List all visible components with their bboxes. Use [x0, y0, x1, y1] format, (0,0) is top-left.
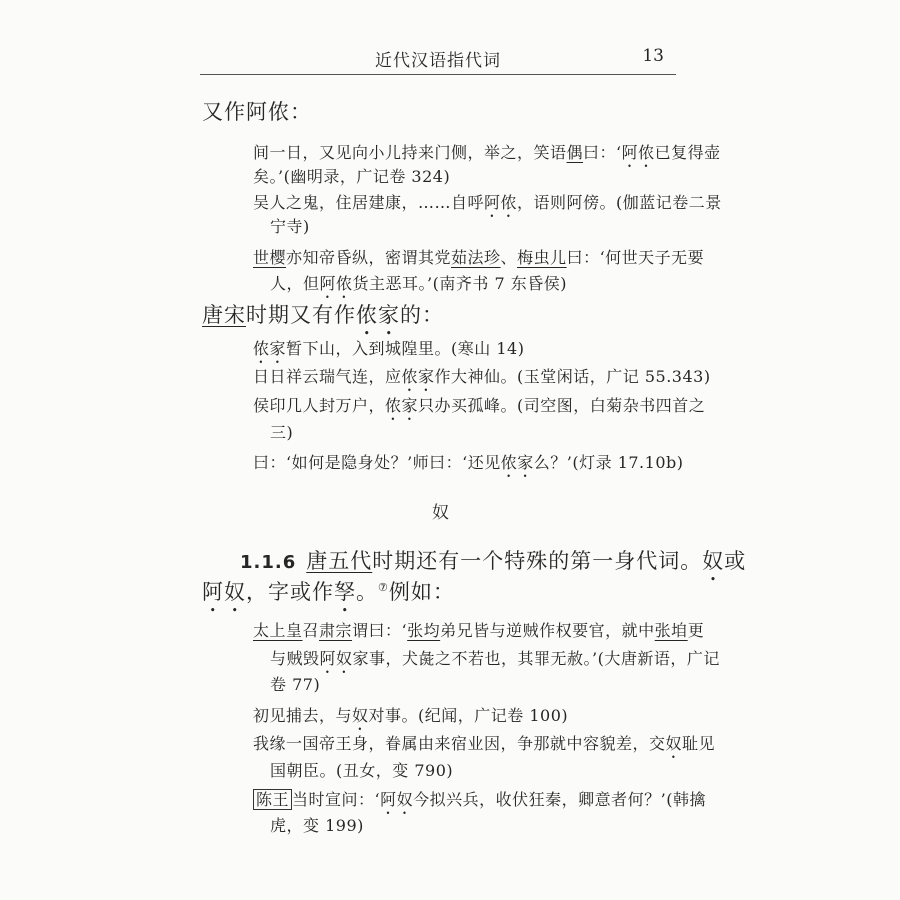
- underlined-text: 世樱: [253, 248, 287, 267]
- quote-line: [270, 758, 453, 781]
- quote-text: 谓曰：‘: [352, 621, 408, 640]
- underlined-text: 太上皇: [253, 621, 303, 640]
- quote-line: [270, 271, 567, 302]
- quote-text: 当时宣问：‘: [292, 790, 381, 809]
- quote-line: [270, 646, 720, 677]
- emphasized-term: 阿侬: [621, 143, 655, 162]
- paragraph-text: 或: [724, 549, 747, 573]
- quote-text: 卷 77): [270, 675, 321, 694]
- quote-text: 耻见: [682, 734, 716, 753]
- quote-text: 三): [270, 423, 294, 442]
- quote-line: [270, 672, 320, 695]
- intro-text: 时期又有作: [246, 303, 356, 327]
- quote-text: 间一日，又见向小儿持来门侧，举之，笑语: [253, 143, 567, 162]
- intro-line-nongjia: [202, 299, 444, 340]
- quote-text: 矣。’(幽明录，广记卷 324): [253, 167, 451, 186]
- emphasized-term: 侬家: [500, 453, 534, 472]
- quote-text: 弟兄皆与逆贼作权要官，就中: [440, 621, 655, 640]
- quote-text: 初见捕去，与: [253, 706, 353, 725]
- paragraph-text: 例如：: [388, 580, 455, 604]
- quote-text: 亦知帝昏纵，密谓其党: [286, 248, 452, 267]
- quote-text: 虎，变 199): [270, 816, 364, 835]
- quote-text: 、: [500, 248, 518, 267]
- boxed-name: 陈王: [253, 789, 292, 810]
- emphasized-term: 孥: [334, 580, 356, 604]
- section-number: 1.1.6: [240, 552, 297, 573]
- underlined-text: 唐五代: [306, 549, 373, 573]
- quote-text: 家事，犬彘之不若也，其罪无赦。’(大唐新语，广记: [352, 649, 720, 668]
- underlined-text: 偶: [566, 143, 584, 162]
- quote-line: [253, 364, 711, 395]
- footnote-ref[interactable]: ⑦: [378, 581, 389, 594]
- section-paragraph: [202, 576, 455, 617]
- intro-text: 的：: [400, 303, 444, 327]
- emphasized-term: 侬家: [356, 303, 400, 327]
- quote-line: [253, 703, 568, 734]
- quote-line: [253, 245, 704, 268]
- quote-line: [270, 813, 364, 836]
- quote-line: [253, 190, 722, 221]
- paragraph-text: 时期还有一个特殊的第一身代词。: [372, 549, 703, 573]
- intro-text: 又作阿侬：: [202, 100, 312, 124]
- quote-text: 与贼毁: [270, 649, 320, 668]
- quote-line: [253, 393, 705, 424]
- emphasized-term: 阿奴: [202, 580, 246, 604]
- quote-text: 曰：‘如何是隐身处？’师曰：‘还见: [253, 453, 501, 472]
- quote-line: [270, 214, 310, 237]
- underlined-text: 张垍: [654, 621, 688, 640]
- running-title: 近代汉语指代词: [375, 51, 501, 71]
- emphasized-term: 奴: [352, 706, 369, 725]
- quote-text: 召: [302, 621, 320, 640]
- quote-text: 吴人之鬼，住居建康，……自呼: [253, 193, 485, 212]
- quote-text: 作大神仙。(玉堂闲话，广记 55.343): [434, 367, 711, 386]
- running-header: [200, 44, 676, 75]
- quote-text: 国朝臣。(丑女，变 790): [270, 761, 454, 780]
- emphasized-term: 侬家: [401, 367, 435, 386]
- section-heading: 奴: [432, 503, 449, 523]
- quote-text: 对事。(纪闻，广记卷 100): [368, 706, 569, 725]
- quote-text: 今拟兴兵，收伏狂秦，卿意者何？’(韩擒: [413, 790, 706, 809]
- quote-text: 宁寺): [270, 217, 310, 236]
- quote-text: 只办买孤峰。(司空图，白菊杂书四首之: [418, 396, 706, 415]
- emphasized-term: 阿侬: [484, 193, 518, 212]
- page-number: 13: [642, 46, 664, 66]
- quote-text: 我缘一国帝王身，眷属由来宿业因，争那就中容貌差，交: [253, 734, 666, 753]
- underlined-text: 茹法珍: [451, 248, 501, 267]
- emphasized-term: 奴: [702, 549, 725, 573]
- quote-text: 人，但: [270, 274, 320, 293]
- emphasized-term: 奴: [665, 734, 683, 753]
- underlined-text: 张均: [407, 621, 441, 640]
- quote-text: 侯印几人封万户，: [253, 396, 386, 415]
- quote-line: [253, 450, 684, 481]
- quote-line: [253, 164, 450, 187]
- quote-text: 曰：‘: [583, 143, 622, 162]
- intro-line-anong: [202, 96, 312, 126]
- quote-text: 曰：‘何世天子无要: [566, 248, 705, 267]
- underlined-text: 肃宗: [319, 621, 353, 640]
- quote-text: ，语则阿傍。(伽蓝记卷二景: [517, 193, 722, 212]
- paragraph-text: ，字或作: [246, 580, 334, 604]
- underlined-text: 唐宋: [202, 303, 246, 327]
- quote-line: [253, 336, 524, 367]
- quote-text: 暂下山，入到城隍里。(寒山 14): [286, 339, 525, 358]
- quote-text: 更: [687, 621, 705, 640]
- emphasized-term: 阿侬: [319, 274, 353, 293]
- quote-text: 已复得壶: [654, 143, 721, 162]
- emphasized-term: 侬家: [253, 339, 287, 358]
- emphasized-term: 阿奴: [319, 649, 353, 668]
- paragraph-text: 。: [356, 580, 378, 604]
- quote-text: 么？’(灯录 17.10b): [533, 453, 684, 472]
- quote-line: [270, 420, 293, 443]
- emphasized-term: 阿奴: [380, 790, 414, 809]
- quote-line: [253, 618, 704, 641]
- quote-text: 日日祥云瑞气连，应: [253, 367, 402, 386]
- quote-text: 货主恶耳。’(南齐书 7 东昏侯): [352, 274, 567, 293]
- emphasized-term: 侬家: [385, 396, 419, 415]
- underlined-text: 梅虫儿: [517, 248, 567, 267]
